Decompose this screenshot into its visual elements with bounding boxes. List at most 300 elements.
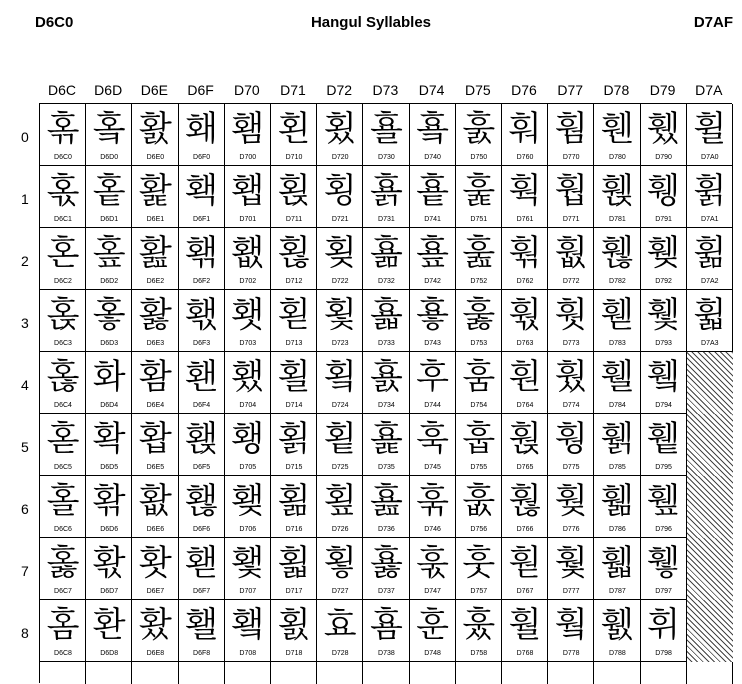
code-point-label: D718 [285, 650, 303, 657]
unassigned-cell [687, 414, 733, 476]
hangul-glyph: 훶 [554, 481, 588, 521]
character-cell [132, 600, 178, 662]
code-point-label: D774 [562, 402, 580, 409]
hangul-glyph: 훷 [554, 543, 588, 583]
character-cell [641, 166, 687, 228]
code-point-label: D747 [424, 588, 441, 595]
row-header: 4 [21, 377, 29, 393]
character-cell [86, 476, 132, 538]
hangul-glyph: 횧 [323, 543, 357, 583]
hangul-glyph: 훧 [508, 543, 542, 583]
code-point-label: D730 [378, 154, 395, 161]
code-point-label: D763 [516, 340, 534, 347]
character-cell [132, 352, 178, 414]
character-cell [86, 228, 132, 290]
code-point-label: D6E7 [146, 588, 165, 595]
code-point-label: D727 [331, 588, 349, 595]
code-point-label: D764 [516, 402, 534, 409]
character-cell [641, 352, 687, 414]
character-cell [687, 166, 733, 228]
hangul-glyph: 훈 [416, 605, 450, 645]
hangul-glyph: 횦 [323, 481, 357, 521]
character-cell [132, 104, 178, 166]
hangul-glyph: 횕 [277, 419, 311, 459]
character-cell [502, 166, 548, 228]
code-point-label: D786 [609, 526, 626, 533]
code-point-label: D6C7 [54, 588, 72, 595]
row-header: 5 [21, 439, 29, 455]
row-header: 8 [21, 625, 29, 641]
character-cell [271, 414, 317, 476]
code-point-label: D705 [239, 464, 257, 471]
code-point-label: D6E5 [146, 464, 165, 471]
code-point-label: D715 [285, 464, 303, 471]
hangul-glyph: 휑 [647, 171, 681, 211]
hangul-glyph: 훆 [416, 481, 450, 521]
character-cell [410, 166, 456, 228]
unassigned-cell [687, 476, 733, 538]
code-point-label: D6F4 [193, 402, 211, 409]
hangul-glyph: 횂 [231, 233, 265, 273]
hangul-glyph: 횥 [323, 419, 357, 459]
hangul-glyph: 화 [92, 357, 126, 397]
code-point-label: D731 [378, 216, 395, 223]
hangul-glyph: 훲 [554, 233, 588, 273]
code-point-label: D6C6 [54, 526, 72, 533]
character-cell [179, 538, 225, 600]
code-point-label: D6E6 [146, 526, 165, 533]
row-header: 2 [21, 253, 29, 269]
code-point-label: D6E3 [146, 340, 165, 347]
code-point-label: D776 [562, 526, 580, 533]
column-header: D6D [94, 82, 123, 98]
code-point-label: D778 [562, 650, 580, 657]
hangul-glyph: 확 [92, 419, 126, 459]
hangul-glyph: 홶 [185, 481, 219, 521]
character-cell [594, 166, 640, 228]
character-cell [594, 228, 640, 290]
code-point-label: D782 [609, 278, 626, 285]
hangul-glyph: 홀 [46, 481, 80, 521]
code-point-label: D735 [378, 464, 395, 471]
hangul-glyph: 훒 [462, 233, 496, 273]
hangul-glyph: 휁 [600, 171, 634, 211]
hangul-glyph: 홥 [138, 419, 172, 459]
character-cell [410, 538, 456, 600]
code-point-label: D6E1 [146, 216, 165, 223]
code-point-label: D741 [424, 216, 441, 223]
code-point-label: D795 [655, 464, 672, 471]
character-cell [317, 228, 363, 290]
code-point-label: D780 [609, 154, 626, 161]
column-header: D72 [326, 82, 353, 98]
character-cell [132, 538, 178, 600]
code-point-label: D712 [285, 278, 303, 285]
code-point-label: D752 [470, 278, 488, 285]
character-cell [271, 166, 317, 228]
hangul-glyph: 휖 [647, 481, 681, 521]
code-point-label: D758 [470, 650, 488, 657]
code-point-label: D783 [609, 340, 626, 347]
character-cell [40, 538, 86, 600]
character-cell [40, 290, 86, 352]
character-cell [179, 228, 225, 290]
code-point-label: D6F6 [193, 526, 211, 533]
code-point-label: D768 [516, 650, 534, 657]
hangul-glyph: 횤 [323, 357, 357, 397]
hangul-glyph: 훅 [416, 419, 450, 459]
code-point-label: D743 [424, 340, 441, 347]
hangul-glyph: 혾 [46, 357, 80, 397]
character-cell [502, 228, 548, 290]
code-point-label: D6C8 [54, 650, 72, 657]
character-cell [179, 104, 225, 166]
code-point-label: D766 [516, 526, 534, 533]
character-cell [410, 228, 456, 290]
column-header: D76 [511, 82, 537, 98]
character-cell [641, 228, 687, 290]
code-point-label: D711 [285, 216, 303, 223]
hangul-glyph: 홰 [185, 109, 219, 149]
code-point-label: D6F8 [193, 650, 211, 657]
code-point-label: D773 [562, 340, 580, 347]
character-cell [641, 414, 687, 476]
hangul-glyph: 휈 [600, 605, 634, 645]
code-point-label: D714 [285, 402, 303, 409]
character-cell [641, 538, 687, 600]
character-cell [271, 352, 317, 414]
code-point-label: D748 [424, 650, 441, 657]
character-cell [363, 166, 409, 228]
code-point-label: D761 [516, 216, 534, 223]
code-point-label: D6D3 [100, 340, 119, 347]
hangul-glyph: 훠 [508, 109, 542, 149]
hangul-glyph: 훐 [462, 109, 496, 149]
character-cell [687, 228, 733, 290]
code-point-label: D745 [424, 464, 441, 471]
hangul-glyph: 횄 [231, 357, 265, 397]
code-point-label: D738 [378, 650, 395, 657]
hangul-glyph: 훗 [462, 543, 496, 583]
code-point-label: D716 [285, 526, 303, 533]
character-cell [502, 476, 548, 538]
character-cell [317, 352, 363, 414]
code-point-label: D6C0 [54, 154, 72, 161]
hangul-glyph: 횲 [369, 233, 403, 273]
code-point-label: D6C2 [54, 278, 72, 285]
hangul-glyph: 훵 [554, 419, 588, 459]
code-point-label: D6F7 [193, 588, 211, 595]
hangul-glyph: 효 [323, 605, 357, 645]
code-point-label: D717 [285, 588, 303, 595]
character-cell [40, 414, 86, 476]
character-cell [687, 290, 733, 352]
character-cell [179, 600, 225, 662]
character-cell [179, 290, 225, 352]
character-cell [456, 538, 502, 600]
character-cell [271, 476, 317, 538]
code-point-label: D720 [331, 154, 349, 161]
hangul-glyph: 휄 [600, 357, 634, 397]
code-point-label: D702 [239, 278, 257, 285]
code-point-label: D756 [470, 526, 488, 533]
hangul-glyph: 훕 [462, 419, 496, 459]
hangul-glyph: 훃 [416, 295, 450, 335]
code-point-label: D737 [378, 588, 395, 595]
character-cell [271, 600, 317, 662]
code-point-label: D6C3 [54, 340, 72, 347]
hangul-glyph: 훡 [508, 171, 542, 211]
hangul-glyph: 횇 [231, 543, 265, 583]
code-point-label: D713 [285, 340, 303, 347]
hangul-glyph: 횳 [369, 295, 403, 335]
character-cell [132, 414, 178, 476]
character-cell [225, 600, 271, 662]
character-cell [40, 352, 86, 414]
character-cell [594, 352, 640, 414]
code-point-label: D797 [655, 588, 672, 595]
code-point-label: D781 [609, 216, 626, 223]
code-point-label: D788 [609, 650, 626, 657]
column-header: D75 [464, 82, 491, 98]
code-point-label: D710 [285, 154, 303, 161]
code-point-label: D6E4 [146, 402, 165, 409]
code-point-label: D6D7 [100, 588, 119, 595]
hangul-glyph: 홠 [138, 109, 172, 149]
character-cell [271, 104, 317, 166]
hangul-glyph: 휒 [647, 233, 681, 273]
code-point-label: D784 [609, 402, 626, 409]
character-cell [594, 600, 640, 662]
hangul-glyph: 횀 [231, 109, 265, 149]
character-cell [410, 104, 456, 166]
code-point-label: D6C1 [54, 216, 72, 223]
code-point-label: D726 [331, 526, 349, 533]
hangul-glyph: 훸 [554, 605, 588, 645]
character-cell [225, 228, 271, 290]
hangul-glyph: 횵 [369, 419, 403, 459]
character-cell [456, 228, 502, 290]
character-cell [456, 476, 502, 538]
hangul-glyph: 홢 [138, 233, 172, 273]
row-header: 1 [21, 191, 29, 207]
column-header: D7A [695, 82, 723, 98]
hangul-glyph: 혽 [46, 295, 80, 335]
hangul-glyph: 혿 [46, 419, 80, 459]
character-cell [548, 538, 594, 600]
character-cell [317, 414, 363, 476]
hangul-glyph: 홦 [138, 481, 172, 521]
character-cell [594, 538, 640, 600]
character-cell [271, 228, 317, 290]
code-point-label: D775 [562, 464, 580, 471]
hangul-glyph: 횅 [231, 419, 265, 459]
character-cell [86, 166, 132, 228]
hangul-glyph: 횑 [277, 171, 311, 211]
character-cell [456, 166, 502, 228]
hangul-glyph: 훇 [416, 543, 450, 583]
code-point-label: D6C4 [54, 402, 72, 409]
character-cell [548, 352, 594, 414]
hangul-glyph: 횈 [231, 605, 265, 645]
code-point-label: D728 [331, 650, 349, 657]
character-cell [40, 228, 86, 290]
hangul-glyph: 횔 [277, 357, 311, 397]
code-point-label: D771 [562, 216, 580, 223]
hangul-glyph: 휀 [600, 109, 634, 149]
code-point-label: D746 [424, 526, 441, 533]
hangul-glyph: 횸 [369, 605, 403, 645]
hangul-glyph: 횷 [369, 543, 403, 583]
character-cell [86, 104, 132, 166]
hangul-glyph: 홤 [138, 357, 172, 397]
hangul-glyph: 횶 [369, 481, 403, 521]
code-point-label: D794 [655, 402, 672, 409]
row-header: 7 [21, 563, 29, 579]
hangul-glyph: 횃 [231, 295, 265, 335]
character-cell [687, 104, 733, 166]
code-point-label: D703 [239, 340, 257, 347]
hangul-glyph: 휠 [693, 109, 727, 149]
code-point-label: D704 [239, 402, 257, 409]
character-cell [363, 352, 409, 414]
hangul-glyph: 훖 [462, 481, 496, 521]
code-point-label: D701 [239, 216, 257, 223]
column-header: D79 [649, 82, 676, 98]
code-point-label: D790 [655, 154, 672, 161]
character-cell [548, 290, 594, 352]
hangul-glyph: 횣 [323, 295, 357, 335]
code-chart-grid [39, 103, 732, 683]
hangul-glyph: 홳 [185, 295, 219, 335]
character-cell [594, 476, 640, 538]
column-header: D73 [372, 82, 399, 98]
hangul-glyph: 홸 [185, 605, 219, 645]
hangul-glyph: 홧 [138, 543, 172, 583]
hangul-glyph: 혻 [46, 171, 80, 211]
hangul-glyph: 혺 [46, 109, 80, 149]
hangul-glyph: 홑 [92, 171, 126, 211]
character-cell [548, 104, 594, 166]
hangul-glyph: 휆 [600, 481, 634, 521]
hangul-glyph: 후 [416, 357, 450, 397]
character-cell [548, 600, 594, 662]
hangul-glyph: 홲 [185, 233, 219, 273]
row-header: 0 [21, 129, 29, 145]
character-cell [40, 104, 86, 166]
hangul-glyph: 홈 [46, 605, 80, 645]
character-cell [363, 104, 409, 166]
hangul-glyph: 횠 [323, 109, 357, 149]
hangul-glyph: 훣 [508, 295, 542, 335]
code-point-label: D736 [378, 526, 395, 533]
code-point-label: D700 [239, 154, 257, 161]
character-cell [363, 290, 409, 352]
hangul-glyph: 홴 [185, 357, 219, 397]
hangul-glyph: 훥 [508, 419, 542, 459]
character-cell [271, 538, 317, 600]
character-cell [132, 166, 178, 228]
hangul-glyph: 휣 [693, 295, 727, 335]
hangul-glyph: 홡 [138, 171, 172, 211]
column-headers [39, 78, 732, 103]
character-cell [548, 228, 594, 290]
hangul-glyph: 홇 [46, 543, 80, 583]
code-point-label: D706 [239, 526, 257, 533]
character-cell [317, 476, 363, 538]
range-start-label: D6C0 [35, 14, 74, 31]
hangul-glyph: 횴 [369, 357, 403, 397]
code-point-label: D798 [655, 650, 672, 657]
hangul-glyph: 휅 [600, 419, 634, 459]
code-point-label: D6D5 [100, 464, 119, 471]
column-header: D70 [233, 82, 260, 98]
character-cell [410, 414, 456, 476]
character-cell [225, 538, 271, 600]
hangul-glyph: 훑 [462, 171, 496, 211]
code-point-label: D751 [470, 216, 488, 223]
column-header: D77 [557, 82, 584, 98]
hangul-glyph: 휢 [693, 233, 727, 273]
code-point-label: D6D2 [100, 278, 119, 285]
character-cell [317, 538, 363, 600]
hangul-glyph: 휘 [647, 605, 681, 645]
hangul-glyph: 훤 [508, 357, 542, 397]
hangul-glyph: 훰 [554, 109, 588, 149]
character-cell [132, 228, 178, 290]
character-cell [40, 600, 86, 662]
hangul-glyph: 횒 [277, 233, 311, 273]
character-cell [179, 352, 225, 414]
hangul-glyph: 홵 [185, 419, 219, 459]
character-cell [86, 600, 132, 662]
hangul-glyph: 휐 [647, 109, 681, 149]
character-cell [548, 414, 594, 476]
character-cell [225, 290, 271, 352]
code-point-label: D721 [331, 216, 349, 223]
character-cell [456, 104, 502, 166]
hangul-glyph: 횢 [323, 233, 357, 273]
code-point-label: D6D6 [100, 526, 119, 533]
code-point-label: D722 [331, 278, 349, 285]
hangul-glyph: 훔 [462, 357, 496, 397]
hangul-glyph: 훘 [462, 605, 496, 645]
code-point-label: D733 [378, 340, 395, 347]
row-header: 6 [21, 501, 29, 517]
hangul-glyph: 홷 [185, 543, 219, 583]
hangul-glyph: 횖 [277, 481, 311, 521]
unassigned-cell [687, 600, 733, 662]
character-cell [271, 290, 317, 352]
character-cell [179, 476, 225, 538]
code-point-label: D6C5 [54, 464, 72, 471]
hangul-glyph: 훱 [554, 171, 588, 211]
hangul-glyph: 횐 [277, 109, 311, 149]
character-cell [363, 476, 409, 538]
code-point-label: D732 [378, 278, 395, 285]
code-point-label: D770 [562, 154, 580, 161]
code-point-label: D6E2 [146, 278, 165, 285]
character-cell [179, 414, 225, 476]
character-cell [225, 104, 271, 166]
character-cell [548, 166, 594, 228]
hangul-glyph: 횓 [277, 295, 311, 335]
hangul-glyph: 휂 [600, 233, 634, 273]
code-point-label: D6D0 [100, 154, 119, 161]
hangul-glyph: 횡 [323, 171, 357, 211]
hangul-glyph: 훦 [508, 481, 542, 521]
character-cell [317, 104, 363, 166]
